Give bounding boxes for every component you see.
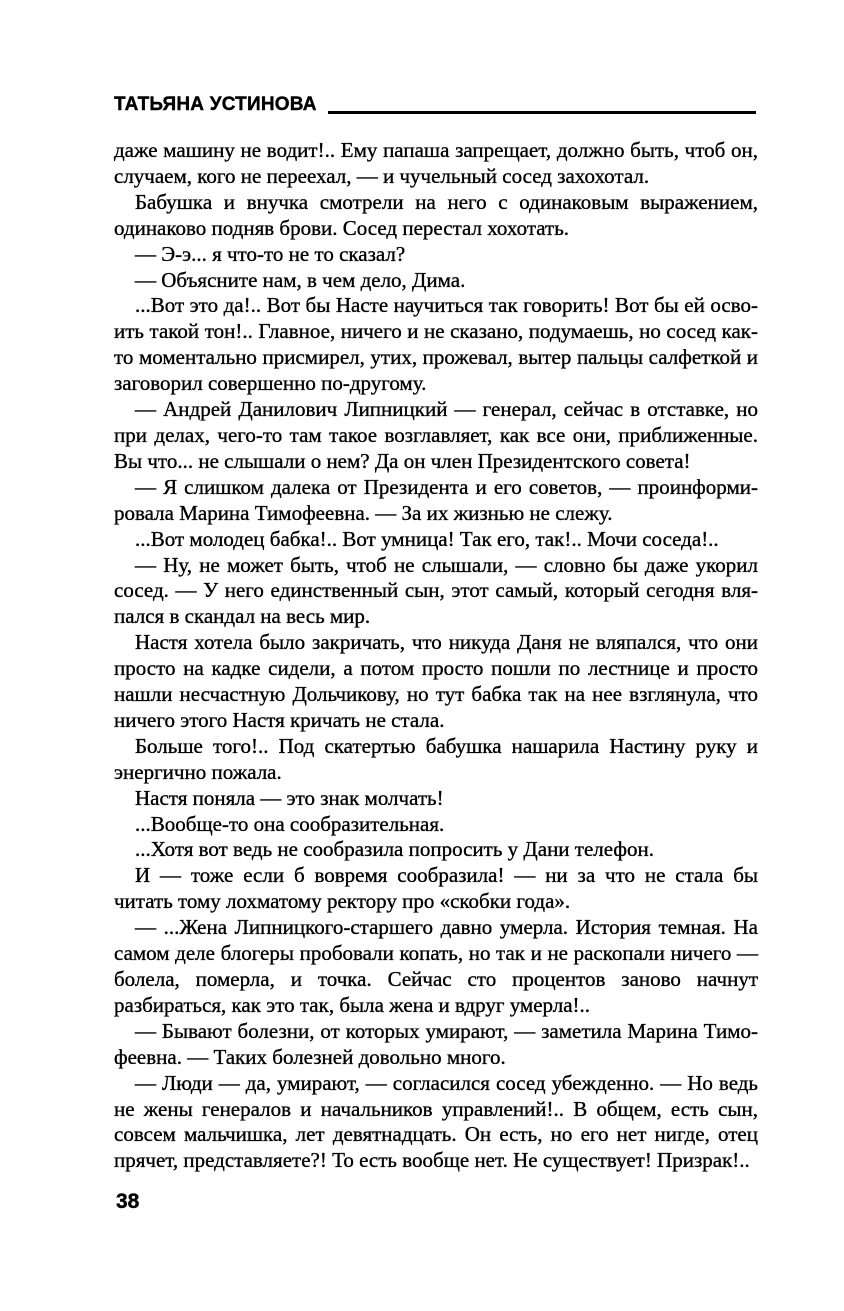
paragraph: Бабушка и внучка смотрели на него с одинаковым выражением, одинаково подняв брови. Сосед перестал хохотать. (114, 189, 758, 240)
author-name: ТАТЬЯНА УСТИНОВА (114, 94, 317, 115)
page-number: 38 (116, 1190, 140, 1213)
paragraph: ...Хотя вот ведь не сообразила попросить у Дани телефон. (135, 837, 654, 862)
paragraph: ...Вообще-то она сообразительная. (135, 811, 445, 836)
paragraph: — Бывают болезни, от которых умирают, — заметила Марина Тимофеевна. — Таких болезней довольно много. (114, 1018, 758, 1069)
body-text (114, 138, 758, 1174)
paragraph: Больше того!.. Под скатертью бабушка нашарила Настину руку и энергично пожала. (114, 733, 758, 784)
paragraph: Настя поняла — это знак молчать! (135, 785, 444, 810)
paragraph: ...Вот молодец бабка!.. Вот умница! Так его, так!.. Мочи соседа!.. (135, 526, 719, 551)
paragraph: И — тоже если б вовремя сообразила! — ни за что не стала бы читать тому лохматому ректору про «скобки года». (114, 863, 758, 914)
paragraph: — Объясните нам, в чем дело, Дима. (135, 267, 466, 292)
paragraph: — Люди — да, умирают, — согласился сосед убежденно. — Но ведь не жены генералов и начальников управлений!.. В общем, есть сын, совсем мальчишка, лет девятнадцать. Он есть, но его нет нигде, отец прячет, представляете?! То есть вообще нет. Не существует! Призрак!.. (114, 1070, 758, 1173)
paragraph: — Андрей Данилович Липницкий — генерал, сейчас в отставке, но при делах, чего-то там такое возглавляет, как все они, приближенные. Вы что... не слышали о нем? Да он член Президентского совета! (114, 397, 758, 473)
paragraph: Настя хотела было закричать, что никуда Даня не вляпался, что они просто на кадке сидели, а потом просто пошли по лестнице и просто нашли несчастную Дольчикову, но тут бабка так на нее взглянула, что ничего этого Настя кричать не стала. (114, 630, 758, 732)
paragraph: — ...Жена Липницкого-старшего давно умерла. История темная. На самом деле блогеры пробовали копать, но так и не раскопали ничего — болела, померла, и точка. Сейчас сто процентов заново начнут разбираться, как это так, была жена и вдруг умерла!.. (114, 915, 758, 1017)
header-rule (328, 111, 756, 114)
paragraph: — Э-э... я что-то не то сказал? (135, 241, 406, 266)
running-header (114, 94, 756, 116)
paragraph: даже машину не водит!.. Ему папаша запрещает, должно быть, чтоб он, случаем, кого не переехал, — и чучельный сосед захохотал. (114, 138, 758, 188)
paragraph: — Я слишком далека от Президента и его советов, — проинформировала Марина Тимофеевна. — За их жизнью не слежу. (114, 474, 758, 525)
paragraph: — Ну, не может быть, чтоб не слышали, — словно бы даже укорил сосед. — У него единственный сын, этот самый, который сегодня вляпался в скандал на весь мир. (114, 552, 758, 629)
paragraph: ...Вот это да!.. Вот бы Насте научиться так говорить! Вот бы ей освоить такой тон!.. Главное, ничего и не сказано, подумаешь, но сосед как-то моментально присмирел, утих, прожевал, вытер пальцы салфеткой и заговорил совершенно по-другому. (114, 293, 758, 396)
